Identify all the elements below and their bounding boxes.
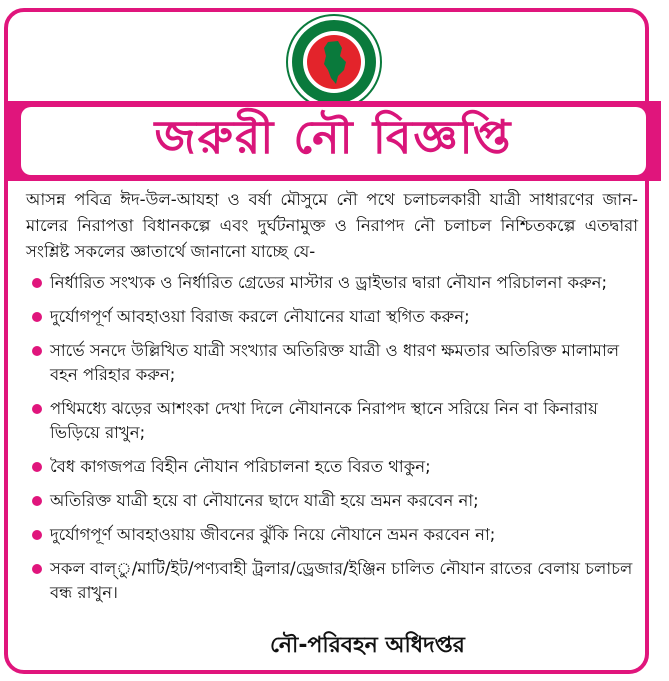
list-item-text: পথিমধ্যে ঝড়ের আশংকা দেখা দিলে নৌযানকে নিরাপদ স্থানে সরিয়ে নিন বা কিনারায় ভিড়িয়ে রাখুন;	[50, 399, 598, 442]
bullet-dot-icon	[32, 278, 42, 288]
list-item	[26, 271, 638, 295]
list-item-text: বৈধ কাগজপত্র বিহীন নৌযান পরিচালনা হতে বিরত থাকুন;	[50, 457, 431, 476]
headline-box	[21, 107, 646, 175]
list-item-text: সার্ভে সনদে উল্লিখিত যাত্রী সংখ্যার অতিরিক্ত যাত্রী ও ধারণ ক্ষমতার অতিরিক্ত মালামাল বহন পরিহার করুন;	[50, 341, 620, 384]
list-item	[26, 557, 638, 605]
bullet-dot-icon	[32, 496, 42, 506]
notice-body	[26, 187, 638, 615]
list-item-text: অতিরিক্ত যাত্রী হয়ে বা নৌযানের ছাদে যাত্রী হয়ে ভ্রমন করবেন না;	[50, 491, 479, 510]
issuer-signature: নৌ-পরিবহন অধিদপ্তর	[270, 633, 465, 658]
list-item-text: নির্ধারিত সংখ্যক ও নির্ধারিত গ্রেডের মাস্টার ও ড্রাইভার দ্বারা নৌযান পরিচালনা করুন;	[50, 273, 608, 292]
instruction-list	[26, 271, 638, 605]
bullet-dot-icon	[32, 346, 42, 356]
bullet-dot-icon	[32, 404, 42, 414]
headline: জরুরী নৌ বিজ্ঞপ্তি	[154, 110, 513, 164]
bullet-dot-icon	[32, 312, 42, 322]
list-item-text: দুর্যোগপূর্ণ আবহাওয়া বিরাজ করলে নৌযানের যাত্রা স্থগিত করুন;	[50, 307, 470, 326]
government-seal-logo	[284, 12, 384, 112]
list-item	[26, 489, 638, 513]
list-item	[26, 339, 638, 387]
list-item	[26, 455, 638, 479]
bullet-dot-icon	[32, 530, 42, 540]
headline-banner	[6, 101, 661, 181]
list-item	[26, 523, 638, 547]
bullet-dot-icon	[32, 564, 42, 574]
list-item-text: দুর্যোগপূর্ণ আবহাওয়ায় জীবনের ঝুঁকি নিয়ে নৌযানে ভ্রমন করবেন না;	[50, 525, 496, 544]
intro-paragraph: আসন্ন পবিত্র ঈদ-উল-আযহা ও বর্ষা মৌসুমে নৌ পথে চলাচলকারী যাত্রী সাধারণের জান-মালের নিরাপত্তা বিধানকল্পে এবং দুর্ঘটনামুক্ত ও নিরাপদ নৌ চলাচল নিশ্চিতকল্পে এতদ্বারা সংশ্লিষ্ট সকলের জ্ঞাতার্থে জানানো যাচ্ছে যে-	[26, 190, 638, 261]
list-item-text: সকল বাল্ু/মাটি/ইট/পণ্যবাহী ট্রলার/ড্রেজার/ইঞ্জিন চালিত নৌযান রাতের বেলায় চলাচল বন্ধ রাখুন।	[50, 559, 633, 602]
list-item	[26, 397, 638, 445]
bullet-dot-icon	[32, 462, 42, 472]
list-item	[26, 305, 638, 329]
